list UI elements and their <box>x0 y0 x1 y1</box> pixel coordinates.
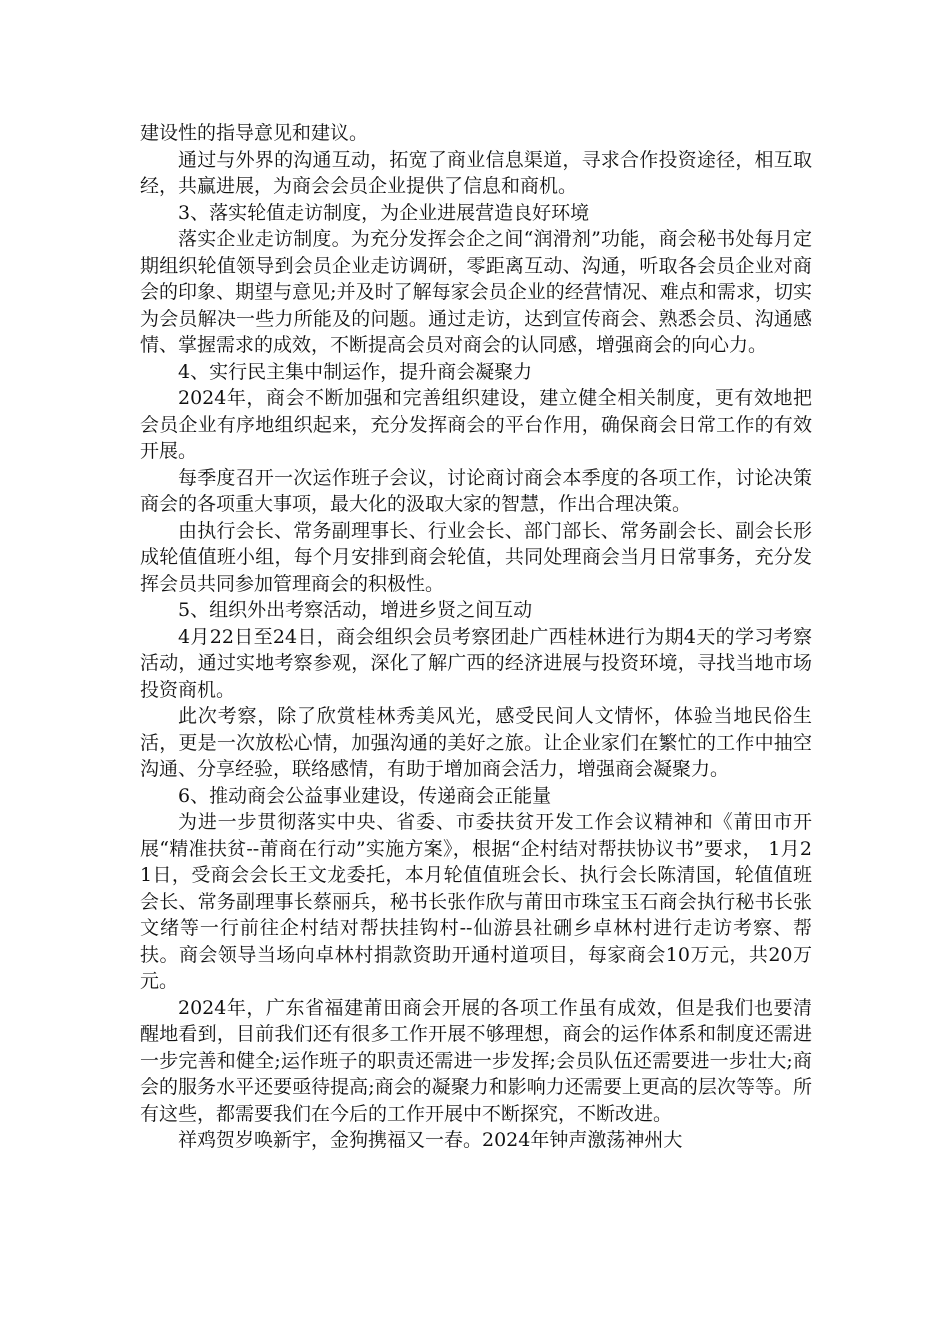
section-heading-5: 5、组织外出考察活动，增进乡贤之间互动 <box>178 599 533 621</box>
paragraph-poverty-relief: 为进一步贯彻落实中央、省委、市委扶贫开发工作会议精神和《莆田市开展“精准扶贫--莆商在行动”实施方案》，根据“企村结对帮扶协议书”要求， 1月21日，受商会会长王文龙委托，本月轮值值班会长、执行会长陈清国，轮值值班会长、常务副理事长蔡丽兵，秘书长张作欣与莆田市珠宝玉石商会执行秘书长张文绪等一行前往企村结对帮扶挂钩村--仙游县社硎乡卓林村进行走访考察、帮扶。商会领导当场向卓林村捐款资助开通村道项目，每家商会10万元，共20万元。 <box>140 811 812 992</box>
section-heading-3: 3、落实轮值走访制度，为企业进展营造良好环境 <box>178 201 590 224</box>
paragraph-communication: 通过与外界的沟通互动，拓宽了商业信息渠道，寻求合作投资途径，相互取经，共赢进展，为商会会员企业提供了信息和商机。 <box>140 148 812 197</box>
paragraph-new-year: 祥鸡贺岁唤新宇，金狗携福又一春。2024年钟声激荡神州大 <box>178 1129 683 1151</box>
paragraph-rotation-group: 由执行会长、常务副理事长、行业会长、部门部长、常务副会长、副会长形成轮值值班小组，每个月安排到商会轮值，共同处理商会当月日常事务，充分发挥会员共同参加管理商会的积极性。 <box>140 519 812 595</box>
paragraph-quarterly-meeting: 每季度召开一次运作班子会议，讨论商讨商会本季度的各项工作，讨论决策商会的各项重大事项，最大化的汲取大家的智慧，作出合理决策。 <box>140 466 812 515</box>
paragraph-visit-system: 落实企业走访制度。为充分发挥会企之间“润滑剂”功能，商会秘书处每月定期组织轮值领导到会员企业走访调研，零距离互动、沟通，听取各会员企业对商会的印象、期望与意见;并及时了解每家会员企业的经营情况、难点和需求，切实为会员解决一些力所能及的问题。通过走访，达到宣传商会、熟悉会员、沟通感情、掌握需求的成效，不断提高会员对商会的认同感，增强商会的向心力。 <box>140 228 812 356</box>
paragraph-continuation: 建设性的指导意见和建议。 <box>140 122 369 144</box>
section-heading-4: 4、实行民主集中制运作，提升商会凝聚力 <box>178 360 533 383</box>
paragraph-shortcomings: 2024年，广东省福建莆田商会开展的各项工作虽有成效，但是我们也要清醒地看到，目前我们还有很多工作开展不够理想，商会的运作体系和制度还需进一步完善和健全;运作班子的职责还需进一步发挥;会员队伍还需要进一步壮大;商会的服务水平还要亟待提高;商会的凝聚力和影响力还需要上更高的层次等等。所有这些，都需要我们在今后的工作开展中不断探究，不断改进。 <box>140 996 812 1125</box>
paragraph-guilin-trip: 4月22日至24日，商会组织会员考察团赴广西桂林进行为期4天的学习考察活动，通过实地考察参观，深化了解广西的经济进展与投资环境，寻找当地市场投资商机。 <box>140 625 812 701</box>
document-body <box>140 120 812 1154</box>
paragraph-organization: 2024年，商会不断加强和完善组织建设，建立健全相关制度，更有效地把会员企业有序地组织起来，充分发挥商会的平台作用，确保商会日常工作的有效开展。 <box>140 387 812 462</box>
paragraph-trip-summary: 此次考察，除了欣赏桂林秀美风光，感受民间人文情怀，体验当地民俗生活，更是一次放松心情，加强沟通的美好之旅。让企业家们在繁忙的工作中抽空沟通、分享经验，联络感情，有助于增加商会活力，增强商会凝聚力。 <box>140 705 812 780</box>
section-heading-6: 6、推动商会公益事业建设，传递商会正能量 <box>178 784 552 807</box>
